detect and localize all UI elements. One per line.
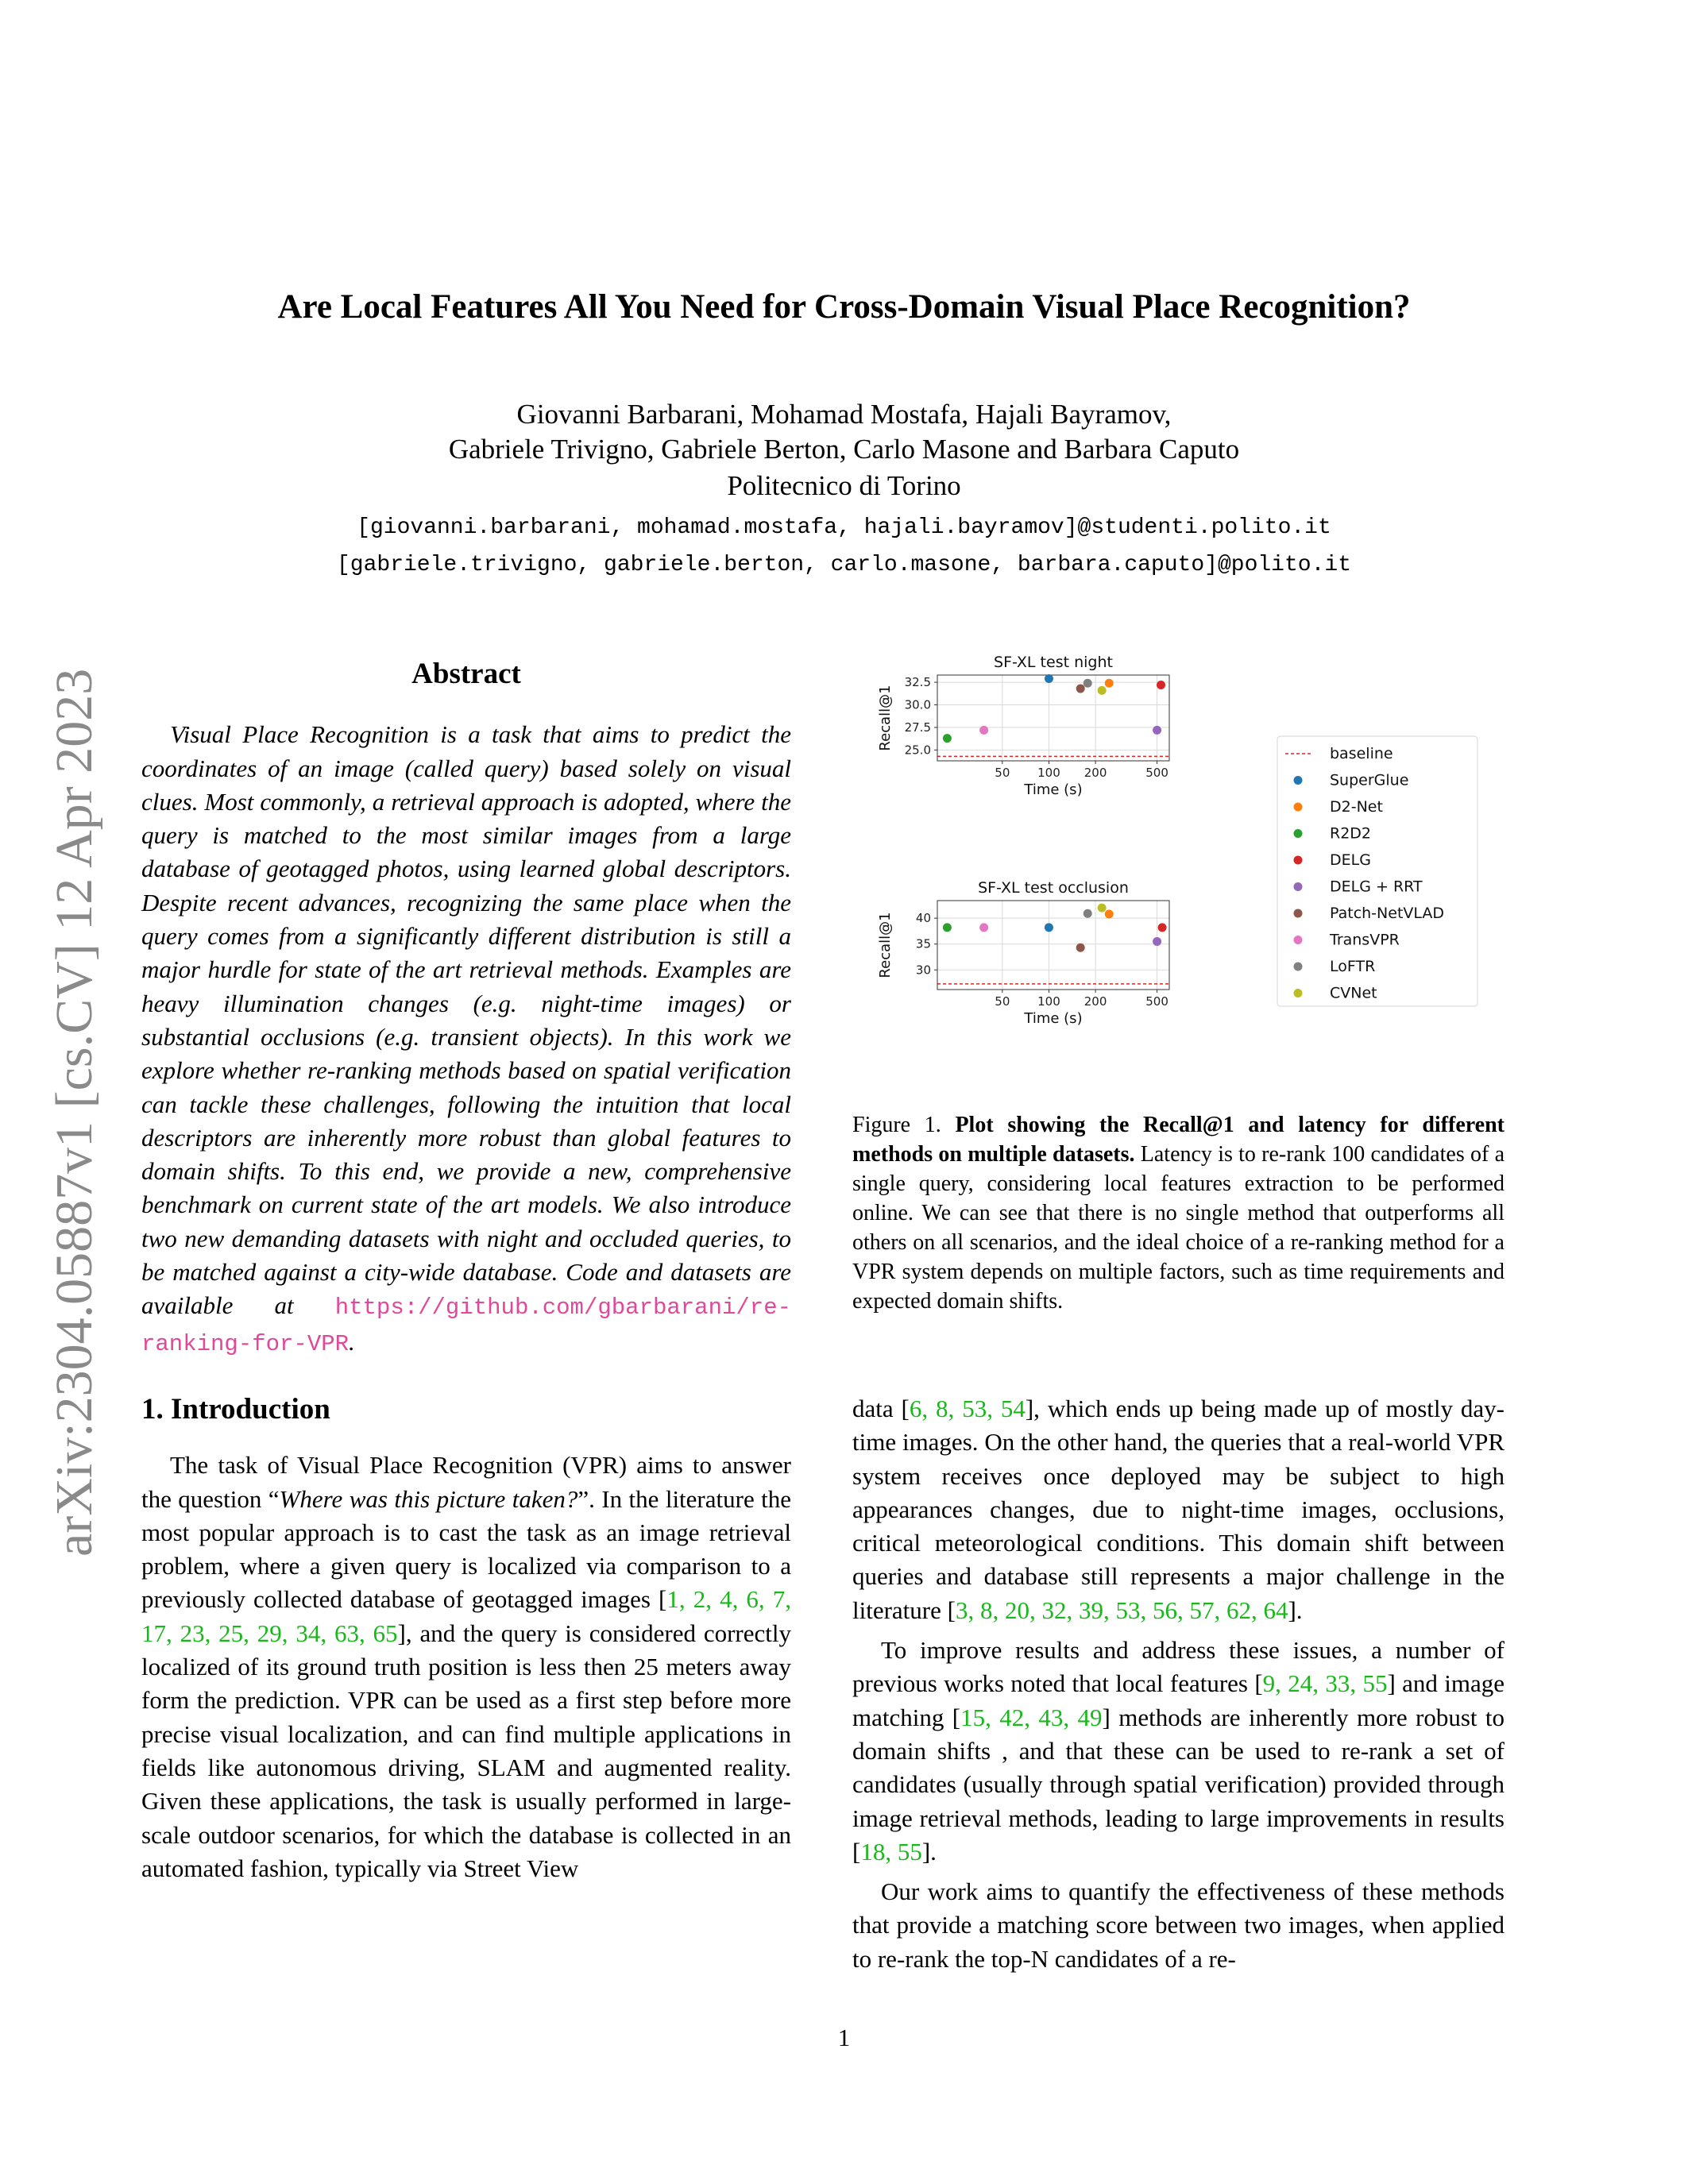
paper-title: Are Local Features All You Need for Cross-Domain Visual Place Recognition? [277, 288, 1411, 326]
x-axis-label: Time (s) [1024, 781, 1083, 798]
x-tick-label: 500 [1145, 994, 1168, 1009]
x-tick-label: 500 [1145, 766, 1168, 780]
data-point [1158, 923, 1167, 932]
intro-text-c: ], and the query is considered correctly localized of its ground truth position is less then 25 meters away form the prediction. VPR can be used as a first step before more precise visual localization, and can find multiple applications in fields like autonomous driving, SLAM and augmented reality. Given these applications, the task is usually performed in large-scale outdoor scenarios, for which the database is collected in an automated fashion, typically via Street View [141, 1619, 791, 1882]
x-tick-label: 50 [995, 766, 1010, 780]
legend-label: Patch-NetVLAD [1330, 905, 1445, 922]
y-tick-label: 25.0 [904, 743, 931, 758]
figure-label: Figure 1. [852, 1113, 941, 1137]
data-point [979, 726, 988, 735]
plot-frame [937, 901, 1169, 990]
right-paragraph-3: Our work aims to quantify the effectiveness of these methods that provide a matching score between two images, when applied to re-rank the top-N candidates of a re- [852, 1877, 1505, 1973]
right-text-f: ] methods are inherently more robust to domain shifts , and that these can be used to re-rank a set of candidates (usually through spatial verification) provided through image retrieval methods, leading to large improvements in results [ [852, 1703, 1505, 1866]
legend [1277, 736, 1477, 1006]
y-axis-label: Recall@1 [877, 912, 894, 978]
code-link[interactable]: https://github.com/gbarbarani/re-ranking-for-VPR [141, 1295, 791, 1357]
right-text-e: ] and image matching [ [852, 1669, 1505, 1731]
data-point [1098, 904, 1107, 913]
citation-group[interactable]: 6, 8, 53, 54 [909, 1395, 1026, 1422]
legend-marker [1294, 882, 1303, 891]
right-paragraph-1 [852, 1392, 1505, 1627]
right-text-c: ]. [1288, 1596, 1303, 1624]
plot-title: SF-XL test occlusion [978, 879, 1129, 897]
data-point [1045, 923, 1053, 932]
arxiv-identifier: arXiv:2304.05887v1 [cs.CV] 12 Apr 2023 [45, 668, 103, 1557]
left-column [141, 658, 791, 1885]
legend-label: R2D2 [1330, 824, 1372, 843]
email-line-2: [gabriele.trivigno, gabriele.berton, carlo.masone, barbara.caputo]@polito.it [336, 553, 1351, 577]
legend-marker [1294, 803, 1303, 812]
citation-group[interactable]: 1, 2, 4, 6, 7, 17, 23, 25, 29, 34, 63, 65 [141, 1585, 791, 1647]
y-tick-label: 40 [915, 911, 931, 926]
y-axis-label: Recall@1 [877, 685, 894, 751]
x-tick-label: 50 [995, 994, 1010, 1009]
right-text-a: data [ [852, 1395, 910, 1422]
plot-night [877, 654, 1169, 798]
email-line-1: [giovanni.barbarani, mohamad.mostafa, hajali.bayramov]@studenti.polito.it [357, 515, 1331, 540]
y-tick-label: 30 [915, 963, 931, 978]
intro-text-a: The task of Visual Place Recognition (VPR) aims to answer the question “ [141, 1451, 791, 1513]
legend-label: TransVPR [1330, 931, 1400, 949]
intro-paragraph [141, 1449, 791, 1885]
abstract-heading: Abstract [411, 658, 521, 690]
data-point [1105, 679, 1114, 688]
affiliation: Politecnico di Torino [727, 470, 961, 501]
x-axis-label: Time (s) [1024, 1010, 1083, 1027]
data-point [1105, 909, 1114, 918]
abstract-text: Visual Place Recognition is a task that aims to predict the coordinates of an image (called query) based solely on visual clues. Most commonly, a retrieval approach is adopted, where the query is matched to the most similar images from a large database of geotagged photos, using learned global descriptors. Despite recent advances, recognizing the same place when the query comes from a significantly different distribution is still a major hurdle for state of the art retrieval methods. Examples are heavy illumination changes (e.g. night-time images) or substantial occlusions (e.g. transient objects). In this work we explore whether re-ranking methods based on spatial verification can tackle these challenges, following the intuition that local descriptors are inherently more robust than global features to domain shifts. To this end, we provide a new, comprehensive benchmark on current state of the art models. We also introduce two new demanding datasets with night and occluded queries, to be matched against a city-wide database. Code and datasets are available at [141, 720, 791, 1320]
right-column [852, 1392, 1505, 1976]
legend-label: DELG + RRT [1330, 878, 1423, 896]
right-paragraph-2 [852, 1634, 1505, 1869]
legend-marker [1294, 856, 1303, 865]
intro-text-b: ”. In the literature the most popular approach is to cast the task as an image retrieval problem, where a given query is localized via comparison to a previously collected database of geotagged images [ [141, 1484, 792, 1614]
data-point [1076, 685, 1085, 693]
citation-group[interactable]: 3, 8, 20, 32, 39, 53, 56, 57, 62, 64 [955, 1596, 1288, 1624]
figure-caption [852, 1110, 1505, 1316]
y-tick-label: 27.5 [904, 720, 931, 735]
x-tick-label: 100 [1037, 766, 1060, 780]
figure-plot [842, 653, 1509, 1074]
legend-label: D2-Net [1330, 798, 1383, 816]
legend-label: baseline [1330, 745, 1393, 762]
data-point [979, 923, 988, 932]
x-tick-label: 100 [1037, 994, 1060, 1009]
plot-title: SF-XL test night [994, 654, 1113, 671]
legend-marker [1294, 829, 1303, 838]
figure-caption-bold: Plot showing the Recall@1 and latency for different methods on multiple datasets. [852, 1113, 1505, 1167]
figure-caption-text: Latency is to re-rank 100 candidates of a single query, considering local features extraction to be performed online. We can see that there is no single method that outperforms all others on all scenarios, and the ideal choice of a re-ranking method for a VPR system depends on multiple factors, such as time requirements and expected domain shifts. [852, 1142, 1505, 1314]
plot-occlusion [877, 879, 1169, 1027]
data-point [1083, 679, 1092, 688]
data-point [1076, 943, 1085, 952]
legend-marker [1294, 909, 1303, 918]
data-point [1098, 686, 1107, 695]
citation-group[interactable]: 9, 24, 33, 55 [1262, 1669, 1388, 1698]
y-tick-label: 35 [915, 936, 931, 951]
y-tick-label: 32.5 [904, 675, 931, 690]
right-text-d: To improve results and address these issues, a number of previous works noted that local features [ [852, 1636, 1505, 1698]
right-text-g: ]. [921, 1837, 937, 1866]
legend-marker [1294, 989, 1303, 997]
legend-marker [1294, 936, 1303, 944]
data-point [1153, 937, 1161, 946]
figure-1 [842, 653, 1509, 1074]
citation-group[interactable]: 15, 42, 43, 49 [960, 1703, 1103, 1731]
right-text-b: ], which ends up being made up of mostly day-time images. On the other hand, the queries that a real-world VPR system receives once deployed may be subject to high appearances changes, due to night-time images, occlusions, critical meteorological conditions. This domain shift between queries and database still represents a major challenge in the literature [ [852, 1395, 1505, 1624]
legend-label: LoFTR [1330, 958, 1376, 975]
plot-frame [937, 675, 1169, 761]
data-point [943, 734, 952, 743]
section-heading: 1. Introduction [141, 1392, 330, 1426]
data-point [1083, 909, 1092, 918]
page-number: 1 [837, 2024, 851, 2051]
data-point [1157, 681, 1165, 689]
legend-label: SuperGlue [1330, 771, 1409, 789]
y-tick-label: 30.0 [904, 697, 931, 712]
legend-marker [1294, 776, 1303, 785]
abstract-paragraph: Visual Place Recognition is a task that aims to predict the coordinates of an image (called query) based solely on visual clues. Most commonly, a retrieval approach is adopted, where the query is matched to the most similar images from a large database of geotagged photos, using learned global descriptors. Despite recent advances, recognizing the same place when the query comes from a significantly different distribution is still a major hurdle for state of the art retrieval methods. Examples are heavy illumination changes (e.g. night-time images) or substantial occlusions (e.g. transient objects). In this work we explore whether re-ranking methods based on spatial verification can tackle these challenges, following the intuition that local descriptors are inherently more robust than global features to domain shifts. To this end, we provide a new, comprehensive benchmark on current state of the art models. We also introduce two new demanding datasets with night and occluded queries, to be matched against a city-wide database. Code and datasets are available at https://github.com/gbarbarani/re-ranking-for-VPR. [141, 720, 791, 1357]
intro-quote: Where was this picture taken? [279, 1484, 578, 1513]
data-point [1045, 674, 1053, 683]
x-tick-label: 200 [1083, 766, 1107, 780]
citation-group[interactable]: 18, 55 [860, 1837, 922, 1866]
authors-line-2: Gabriele Trivigno, Gabriele Berton, Carlo Masone and Barbara Caputo [448, 434, 1240, 465]
legend-label: CVNet [1330, 984, 1377, 1002]
data-point [943, 923, 952, 932]
x-tick-label: 200 [1083, 994, 1107, 1009]
authors-line-1: Giovanni Barbarani, Mohamad Mostafa, Hajali Bayramov, [516, 399, 1172, 430]
legend-label: DELG [1330, 851, 1371, 869]
data-point [1153, 726, 1161, 735]
legend-marker [1294, 963, 1303, 971]
